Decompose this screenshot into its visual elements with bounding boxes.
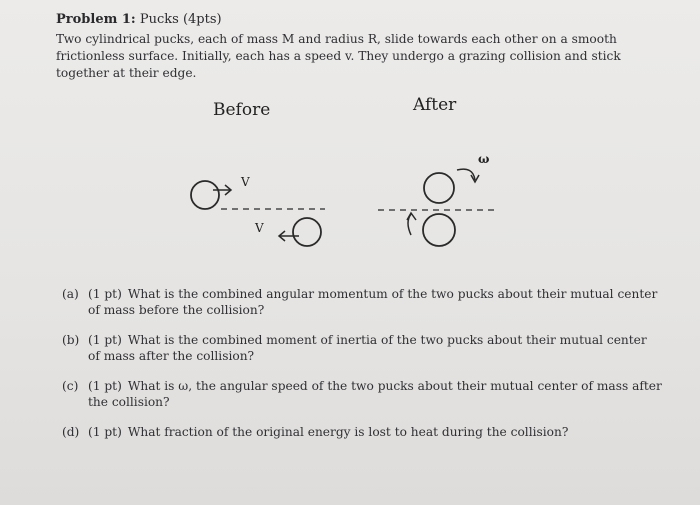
problem-intro: Two cylindrical pucks, each of mass M and radius R, slide towards each other on a smooth frictionless surface. Initially, each has a speed v. They undergo a grazing collision and stick together at their edge. — [56, 32, 621, 80]
question-tag: (a) — [62, 287, 79, 301]
question-c — [62, 378, 662, 410]
question-tag: (c) — [62, 379, 79, 393]
question-list — [62, 286, 662, 454]
question-b — [62, 332, 662, 364]
question-points: (1 pt) — [88, 333, 122, 347]
question-tag: (b) — [62, 333, 80, 347]
question-tag: (d) — [62, 425, 80, 439]
collision-diagram — [175, 140, 525, 270]
problem-heading: Problem 1: — [56, 12, 136, 27]
problem-title — [56, 12, 222, 27]
rotation-arrowhead-bottom-icon — [407, 213, 416, 220]
question-points: (1 pt) — [88, 287, 122, 301]
question-text: What is the combined moment of inertia of the two pucks about their mutual center of mass after the collision? — [88, 333, 647, 363]
problem-subtitle: Pucks (4pts) — [139, 12, 222, 27]
top-puck-after — [424, 173, 454, 203]
before-label: Before — [213, 100, 271, 120]
left-puck-before — [191, 181, 219, 209]
question-d — [62, 424, 662, 440]
question-points: (1 pt) — [88, 379, 122, 393]
question-text: What is the combined angular momentum of the two pucks about their mutual center of mass before the collision? — [88, 287, 658, 317]
velocity-label-bottom: V — [255, 221, 264, 235]
question-points: (1 pt) — [88, 425, 122, 439]
omega-label: ω — [478, 152, 490, 166]
bottom-puck-after — [423, 214, 455, 246]
question-text: What is ω, the angular speed of the two pucks about their mutual center of mass after the collision? — [88, 379, 662, 409]
right-puck-before — [293, 218, 321, 246]
question-text: What fraction of the original energy is lost to heat during the collision? — [127, 425, 569, 439]
velocity-label-top: V — [241, 175, 250, 189]
question-a — [62, 286, 662, 318]
after-label: After — [413, 95, 457, 115]
